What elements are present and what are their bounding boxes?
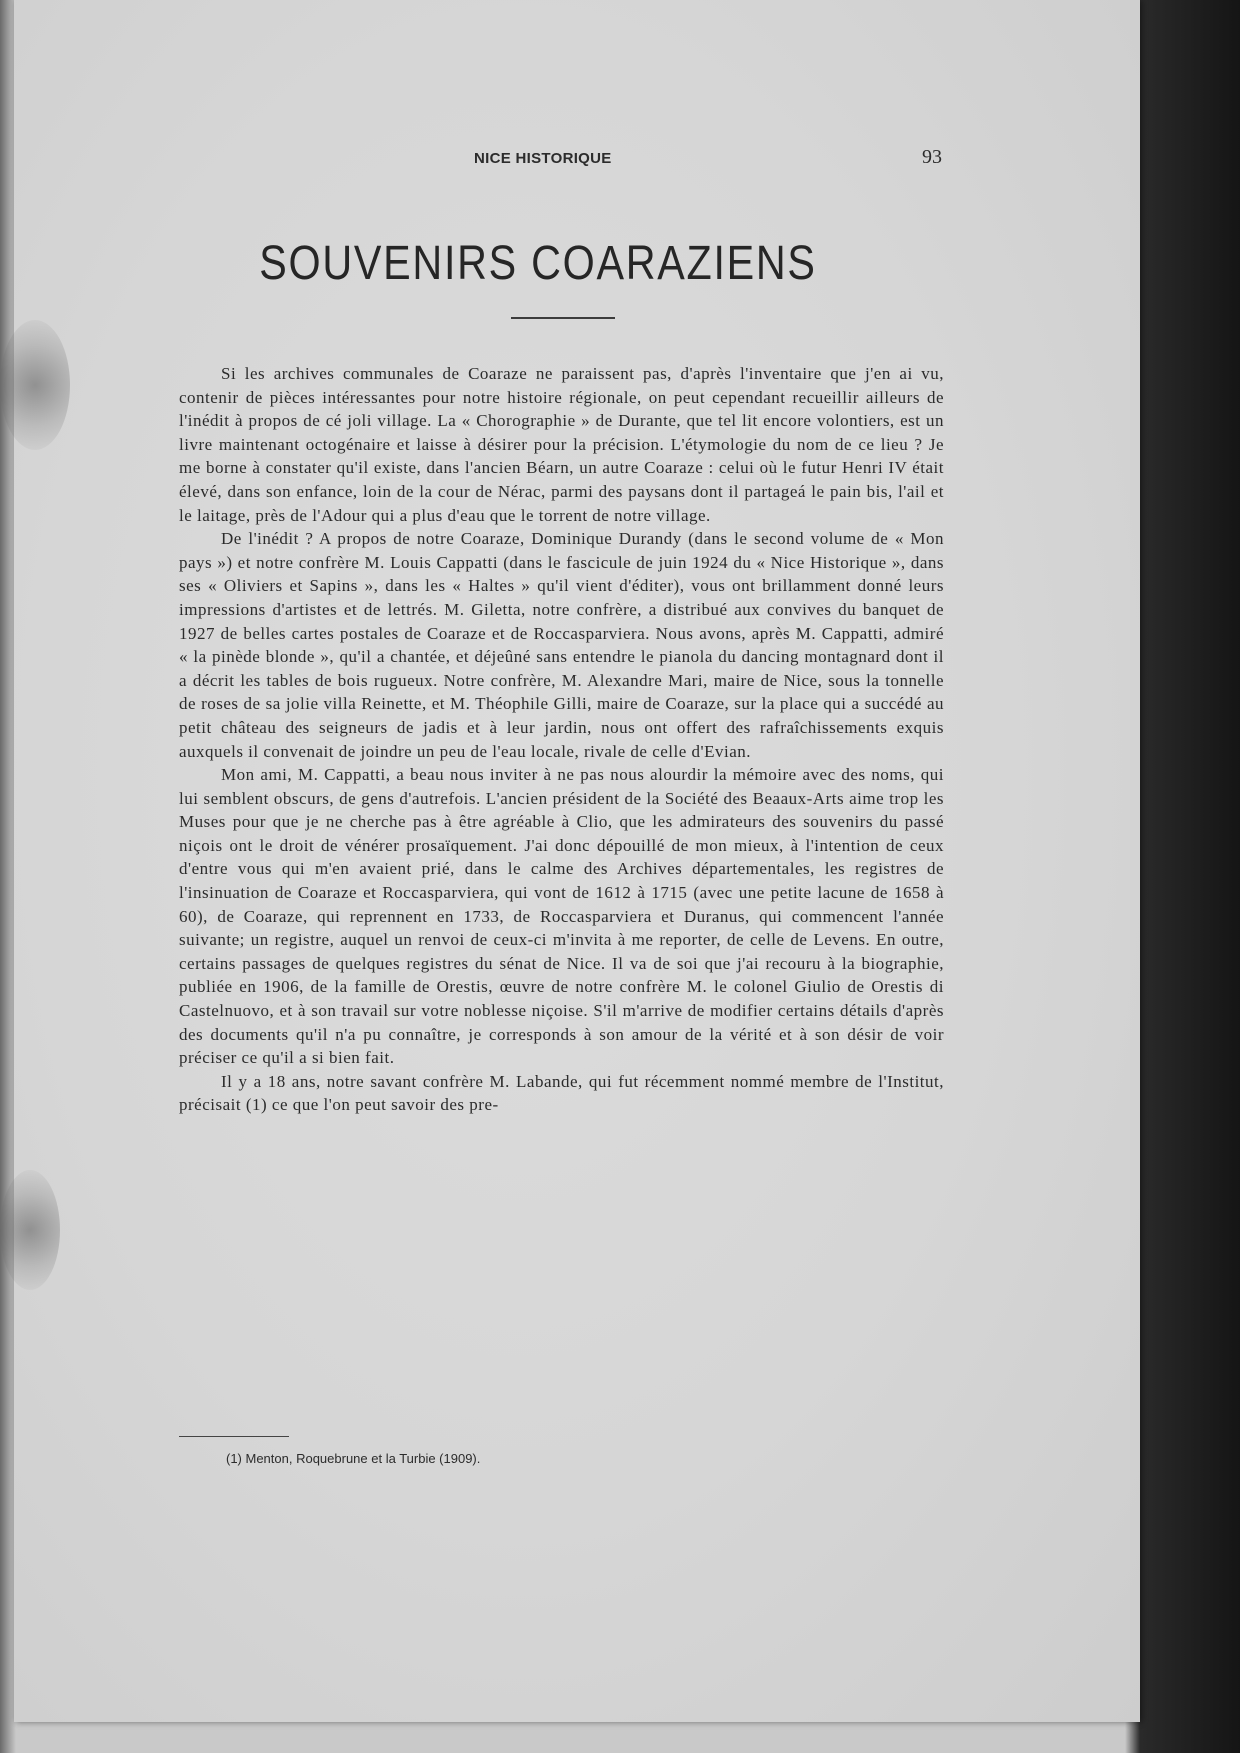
paragraph-2: De l'inédit ? A propos de notre Coaraze, Dominique Durandy (dans le second volume de « Mon pays ») et notre confrère M. Louis Cappatti (dans le fascicule de juin 1924 du « Nice Historique », dans ses « Oliviers et Sapins », dans les « Haltes » qu'il vient d'éditer), vous ont brillamment donné leurs impressions d'artistes et de lettrés. M. Giletta, notre confrère, a distribué aux convives du banquet de 1927 de belles cartes postales de Coaraze et de Roccasparviera. Nous avons, après M. Cappatti, admiré « la pinède blonde », qu'il a chantée, et déjeûné sans entendre le pianola du dancing montagnard dont il a décrit les tables de bois rugueux. Notre confrère, M. Alexandre Mari, maire de Nice, sous la tonnelle de roses de sa jolie villa Reinette, et M. Théophile Gilli, maire de Coaraze, sur la place qui a succédé au petit château des seigneurs de jadis et à leur jardin, nous ont offert des rafraîchissements exquis auxquels il convenait de joindre un peu de l'eau locale, rivale de celle d'Evian. bbox=[179, 529, 944, 761]
article-title: SOUVENIRS COARAZIENS bbox=[259, 237, 817, 290]
footnote: (1) Menton, Roquebrune et la Turbie (1909). bbox=[226, 1451, 481, 1466]
paragraph-3: Mon ami, M. Cappatti, a beau nous inviter à ne pas nous alourdir la mémoire avec des noms, qui lui semblent obscurs, de gens d'autrefois. L'ancien président de la Société des Beaaux-Arts aime trop les Muses pour que je ne cherche pas à être agréable à Clio, que les admirateurs des souvenirs du passé niçois ont le droit de vénérer prosaïquement. J'ai donc dépouillé de mon mieux, à l'intention de ceux d'entre vous qui m'en avaient prié, dans le calme des Archives départementales, les registres de l'insinuation de Coaraze et Roccasparviera, qui vont de 1612 à 1715 (avec une petite lacune de 1658 à 60), de Coaraze, qui reprennent en 1733, de Roccasparviera et Duranus, qui commencent l'année suivante; un registre, auquel un renvoi de ceux-ci m'invita à me reporter, de celle de Levens. En outre, certains passages de quelques registres du sénat de Nice. Il va de soi que j'ai recouru à la biographie, publiée en 1906, de la famille de Orestis, œuvre de notre confrère M. le colonel Giulio de Orestis di Castelnuovo, et à son travail sur votre noblesse niçoise. S'il m'arrive de modifier certains détails d'après des documents qu'il n'a pu connaître, je corresponds à son amour de la vérité et à son désir de voir préciser ce qu'il a si bien fait. bbox=[179, 765, 944, 1068]
page-number: 93 bbox=[922, 146, 942, 168]
article-body bbox=[179, 362, 944, 1117]
ink-stain-upper-left bbox=[0, 320, 70, 450]
footnote-divider bbox=[179, 1436, 289, 1437]
book-page bbox=[14, 0, 1140, 1722]
running-title: NICE HISTORIQUE bbox=[474, 150, 612, 167]
paragraph-1: Si les archives communales de Coaraze ne paraissent pas, d'après l'inventaire que j'en ai vu, contenir de pièces intéressantes pour notre histoire régionale, on peut cependant recueillir ailleurs de l'inédit à propos de cé joli village. La « Chorographie » de Durante, que tel lit encore volontiers, est un livre maintenant octogénaire et laisse à désirer pour la précision. L'étymologie du nom de ce lieu ? Je me borne à constater qu'il existe, dans l'ancien Béarn, un autre Coaraze : celui où le futur Henri IV était élevé, dans son enfance, loin de la cour de Nérac, parmi des paysans dont il partageá le pain bis, l'ail et le laitage, près de l'Adour qui a plus d'eau que le torrent de notre village. bbox=[179, 364, 944, 525]
ink-stain-lower-left bbox=[0, 1170, 60, 1290]
title-divider bbox=[511, 317, 615, 319]
paragraph-4: Il y a 18 ans, notre savant confrère M. Labande, qui fut récemment nommé membre de l'Institut, précisait (1) ce que l'on peut savoir des pre- bbox=[179, 1071, 944, 1115]
